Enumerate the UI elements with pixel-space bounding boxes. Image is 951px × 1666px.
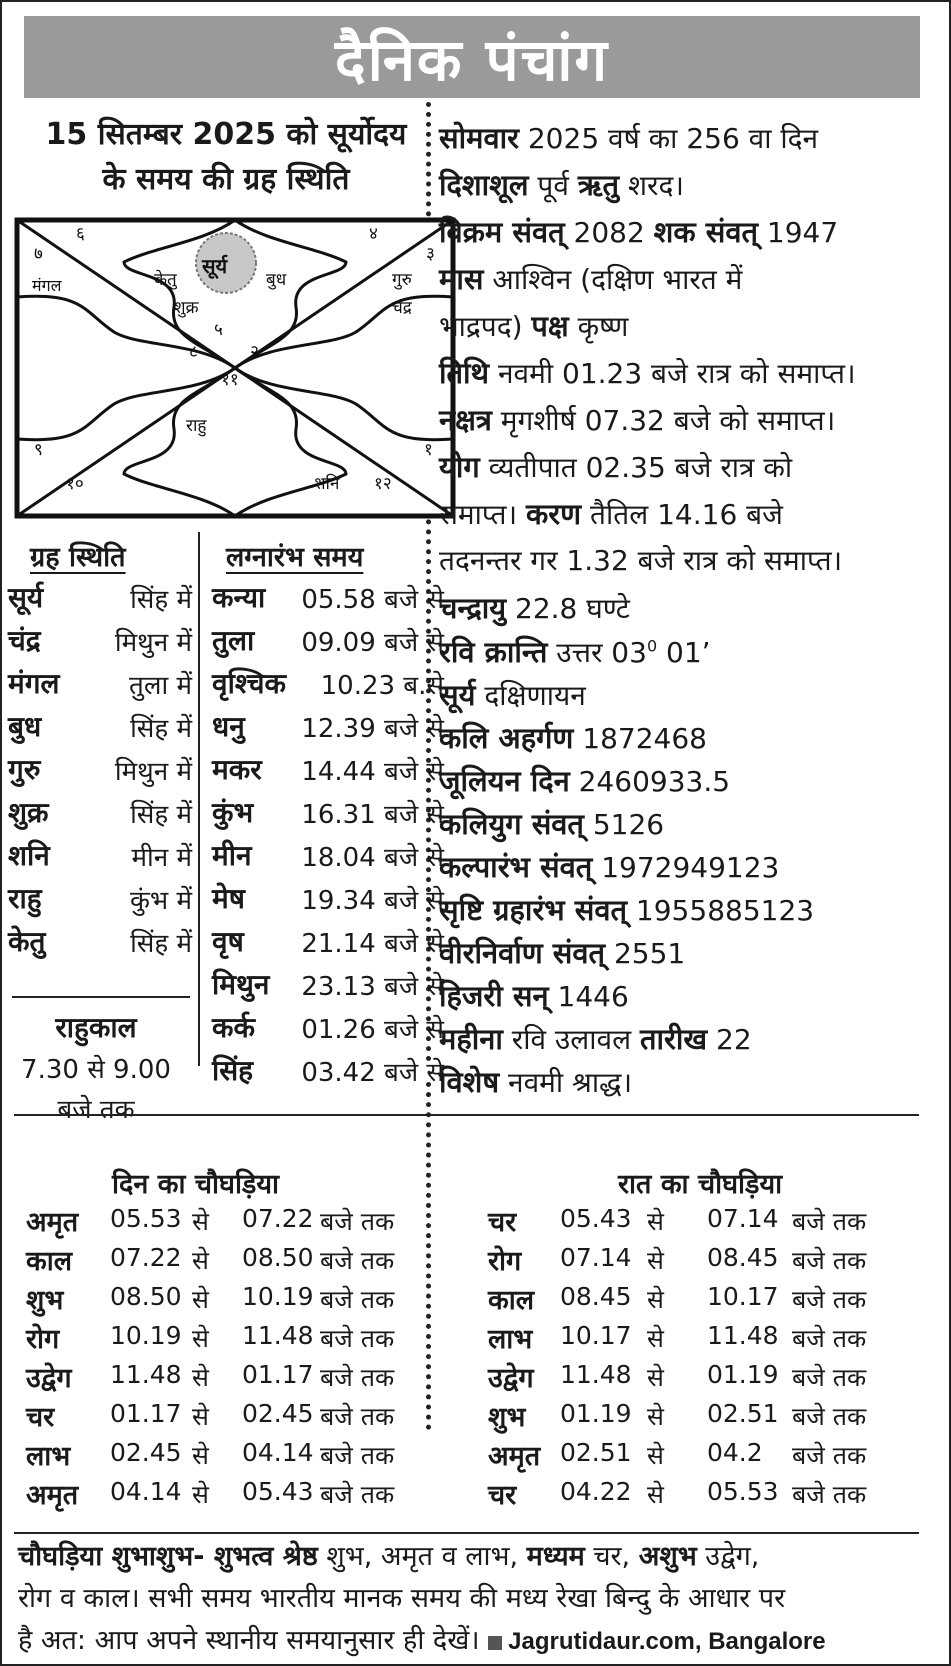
lagna-time: 05.58 बजे से — [301, 585, 444, 615]
right-row-18: सृष्टि ग्रहारंभ संवत् 1955885123 — [439, 893, 815, 927]
grah-position: सिंह में — [130, 714, 192, 744]
din-choghadiya-name: लाभ — [26, 1441, 71, 1472]
grah-position: मीन में — [131, 843, 192, 873]
raat-choghadiya-tak: बजे तक — [792, 1207, 867, 1236]
house-9: ९ — [34, 440, 43, 460]
raat-choghadiya-from: 10.17 — [560, 1321, 632, 1350]
right-row-13: सूर्य दक्षिणायन — [439, 678, 586, 712]
lagna-name: वृश्चिक — [212, 667, 287, 700]
raat-choghadiya-name: चर — [488, 1207, 517, 1238]
lagna-time: 09.09 बजे से — [301, 628, 444, 658]
raat-choghadiya-tak: बजे तक — [792, 1480, 867, 1509]
rahukal-time: 7.30 से 9.00 — [21, 1055, 171, 1085]
raat-choghadiya-name: चर — [488, 1480, 517, 1511]
din-choghadiya-name: रोग — [26, 1324, 60, 1355]
house-12: १२ — [374, 474, 392, 494]
lagna-time: 12.39 बजे से — [301, 714, 444, 744]
house-4: ४ — [369, 224, 378, 244]
planet-chandra: चंद्र — [392, 298, 412, 318]
raat-choghadiya-to: 05.53 — [707, 1477, 779, 1506]
lagna-name: मकर — [212, 753, 262, 786]
right-row-12: रवि क्रान्ति उत्तर $03^0$ 01’ — [439, 635, 711, 669]
raat-choghadiya-se: से — [647, 1324, 664, 1353]
din-choghadiya-from: 10.19 — [110, 1321, 182, 1350]
lagna-name: कर्क — [212, 1011, 256, 1044]
din-choghadiya-se: से — [192, 1246, 209, 1275]
planet-mangal: मंगल — [32, 276, 62, 295]
right-row-20: हिजरी सन् 1446 — [439, 979, 629, 1013]
credit-text: Jagrutidaur.com, Bangalore — [508, 1628, 826, 1655]
din-choghadiya-heading: दिन का चौघड़िया — [112, 1169, 280, 1200]
din-choghadiya-from: 04.14 — [110, 1477, 182, 1506]
din-choghadiya-name: अमृत — [26, 1207, 79, 1238]
lagna-name: मिथुन — [212, 968, 270, 1001]
din-choghadiya-se: से — [192, 1402, 209, 1431]
right-row-9: समाप्त। करण तैतिल 14.16 बजे — [439, 497, 783, 531]
raat-choghadiya-se: से — [647, 1441, 664, 1470]
raat-choghadiya-to: 08.45 — [707, 1243, 779, 1272]
din-choghadiya-tak: बजे तक — [320, 1207, 395, 1236]
lagna-time: 18.04 बजे से — [301, 843, 444, 873]
raat-choghadiya-name: काल — [488, 1285, 535, 1316]
choghadiya-dotted-divider — [426, 1082, 431, 1430]
din-choghadiya-to: 02.45 — [242, 1399, 314, 1428]
raat-choghadiya-to: 04.2 — [707, 1438, 763, 1467]
din-choghadiya-from: 08.50 — [110, 1282, 182, 1311]
din-choghadiya-tak: बजे तक — [320, 1246, 395, 1275]
lagna-name: मेष — [212, 882, 245, 915]
grah-name: सूर्य — [8, 581, 44, 614]
house-11: ११ — [221, 370, 239, 390]
house-1: १ — [424, 440, 433, 460]
lagna-name: मीन — [212, 839, 252, 872]
rahukal-heading: राहुकाल — [55, 1011, 137, 1044]
din-choghadiya-tak: बजे तक — [320, 1480, 395, 1509]
house-6: ६ — [76, 224, 85, 244]
page-title: दैनिक पंचांग — [334, 25, 610, 94]
raat-choghadiya-to: 01.19 — [707, 1360, 779, 1389]
grah-name: चंद्र — [8, 624, 41, 657]
raat-choghadiya-tak: बजे तक — [792, 1246, 867, 1275]
raat-choghadiya-se: से — [647, 1402, 664, 1431]
title-banner — [24, 16, 920, 98]
grah-position: तुला में — [129, 671, 192, 701]
right-row-16: कलियुग संवत् 5126 — [439, 807, 665, 841]
lagna-name: सिंह — [212, 1054, 254, 1087]
din-choghadiya-tak: बजे तक — [320, 1324, 395, 1353]
lagna-time: 19.34 बजे से — [301, 886, 444, 916]
din-choghadiya-se: से — [192, 1363, 209, 1392]
planet-surya: सूर्य — [202, 254, 228, 278]
lagna-time: 14.44 बजे से — [301, 757, 444, 787]
din-choghadiya-from: 05.53 — [110, 1204, 182, 1233]
din-choghadiya-to: 11.48 — [242, 1321, 314, 1350]
raat-choghadiya-tak: बजे तक — [792, 1441, 867, 1470]
lagna-time: 23.13 बजे से — [301, 972, 444, 1002]
footer-line-1: चौघड़िया शुभाशुभ- शुभत्व श्रेष्ठ शुभ, अमृत व लाभ, मध्यम चर, अशुभ उद्वेग, — [18, 1541, 760, 1572]
grah-name: शुक्र — [8, 796, 49, 829]
din-choghadiya-to: 05.43 — [242, 1477, 314, 1506]
lagna-name: कन्या — [212, 581, 266, 614]
raat-choghadiya-heading: रात का चौघड़िया — [618, 1169, 783, 1200]
grah-position: सिंह में — [130, 800, 192, 830]
din-choghadiya-tak: बजे तक — [320, 1363, 395, 1392]
raat-choghadiya-se: से — [647, 1363, 664, 1392]
raat-choghadiya-tak: बजे तक — [792, 1324, 867, 1353]
kundali-chart — [14, 217, 456, 519]
raat-choghadiya-from: 05.43 — [560, 1204, 632, 1233]
footer-line-3: है अत: आप अपने स्थानीय समयानुसार ही देखें। Jagrutidaur.com, Bangalore — [18, 1625, 826, 1656]
lagna-name: कुंभ — [212, 796, 254, 829]
right-row-2: दिशाशूल पूर्व ऋतु शरद। — [439, 168, 684, 202]
planet-guru: गुरु — [392, 270, 412, 290]
din-choghadiya-se: से — [192, 1285, 209, 1314]
din-choghadiya-to: 07.22 — [242, 1204, 314, 1233]
din-choghadiya-from: 11.48 — [110, 1360, 182, 1389]
right-row-21: महीना रवि उलावल तारीख 22 — [439, 1022, 752, 1056]
house-3: ३ — [426, 244, 435, 264]
grah-position: मिथुन में — [114, 757, 192, 787]
right-row-17: कल्पारंभ संवत् 1972949123 — [439, 850, 780, 884]
planet-ketu: केतु — [154, 270, 177, 290]
raat-choghadiya-tak: बजे तक — [792, 1285, 867, 1314]
planet-rahu: राहु — [186, 416, 207, 436]
raat-choghadiya-to: 10.17 — [707, 1282, 779, 1311]
lagna-time: 03.42 बजे से — [301, 1058, 444, 1088]
right-row-5: भाद्रपद) पक्ष कृष्ण — [439, 309, 629, 343]
din-choghadiya-from: 01.17 — [110, 1399, 182, 1428]
right-row-10: तदनन्तर गर 1.32 बजे रात्र को समाप्त। — [439, 544, 843, 577]
house-5: ५ — [214, 320, 223, 340]
raat-choghadiya-to: 02.51 — [707, 1399, 779, 1428]
din-choghadiya-name: चर — [26, 1402, 55, 1433]
din-choghadiya-to: 08.50 — [242, 1243, 314, 1272]
raat-choghadiya-name: रोग — [488, 1246, 522, 1277]
grah-heading: ग्रह स्थिति — [30, 542, 126, 573]
right-row-3: विक्रम संवत् 2082 शक संवत् 1947 — [439, 215, 839, 249]
house-7: ७ — [34, 244, 43, 264]
grah-position: मिथुन में — [114, 628, 192, 658]
lagna-time: 01.26 बजे से — [301, 1015, 444, 1045]
square-bullet-icon — [488, 1636, 502, 1650]
lagna-time: 16.31 बजे से — [301, 800, 444, 830]
din-choghadiya-name: शुभ — [26, 1285, 64, 1316]
planet-shani: शनि — [314, 474, 340, 494]
right-row-15: जूलियन दिन 2460933.5 — [439, 764, 731, 798]
raat-choghadiya-from: 07.14 — [560, 1243, 632, 1272]
din-choghadiya-tak: बजे तक — [320, 1441, 395, 1470]
grah-position: सिंह में — [130, 929, 192, 959]
right-row-14: कलि अहर्गण 1872468 — [439, 721, 707, 755]
right-row-6: तिथि नवमी 01.23 बजे रात्र को समाप्त। — [439, 356, 856, 390]
din-choghadiya-se: से — [192, 1480, 209, 1509]
lagna-time: 21.14 बजे से — [301, 929, 444, 959]
right-row-7: नक्षत्र मृगशीर्ष 07.32 बजे को समाप्त। — [439, 403, 836, 437]
raat-choghadiya-se: से — [647, 1246, 664, 1275]
raat-choghadiya-name: अमृत — [488, 1441, 541, 1472]
right-row-4: मास आश्विन (दक्षिण भारत में — [439, 262, 743, 296]
footer-line-2: रोग व काल। सभी समय भारतीय मानक समय की मध्य रेखा बिन्दु के आधार पर — [18, 1583, 786, 1614]
raat-choghadiya-se: से — [647, 1480, 664, 1509]
lagna-time: 10.23 ब.से — [320, 671, 444, 701]
grah-position: सिंह में — [130, 585, 192, 615]
grah-name: शनि — [8, 839, 50, 872]
din-choghadiya-tak: बजे तक — [320, 1402, 395, 1431]
grah-name: बुध — [8, 710, 42, 743]
right-row-8: योग व्यतीपात 02.35 बजे रात्र को — [439, 450, 793, 484]
grah-name: मंगल — [8, 667, 60, 700]
grah-position: कुंभ में — [129, 886, 192, 916]
raat-choghadiya-tak: बजे तक — [792, 1363, 867, 1392]
din-choghadiya-tak: बजे तक — [320, 1285, 395, 1314]
raat-choghadiya-tak: बजे तक — [792, 1402, 867, 1431]
planet-shukra: शुक्र — [174, 298, 199, 318]
right-row-22: विशेष नवमी श्राद्ध। — [439, 1065, 633, 1099]
raat-choghadiya-from: 01.19 — [560, 1399, 632, 1428]
din-choghadiya-to: 10.19 — [242, 1282, 314, 1311]
chart-title-line2: के समय की ग्रह स्थिति — [102, 162, 350, 197]
din-choghadiya-to: 04.14 — [242, 1438, 314, 1467]
din-choghadiya-from: 02.45 — [110, 1438, 182, 1467]
raat-choghadiya-from: 04.22 — [560, 1477, 632, 1506]
raat-choghadiya-from: 02.51 — [560, 1438, 632, 1467]
din-choghadiya-se: से — [192, 1207, 209, 1236]
din-choghadiya-from: 07.22 — [110, 1243, 182, 1272]
din-choghadiya-name: काल — [26, 1246, 73, 1277]
right-row-11: चन्द्रायु 22.8 घण्टे — [439, 591, 630, 625]
lagna-name: तुला — [212, 624, 255, 657]
lagna-name: धनु — [212, 710, 245, 743]
raat-choghadiya-from: 11.48 — [560, 1360, 632, 1389]
house-10: १० — [66, 474, 84, 494]
raat-choghadiya-to: 11.48 — [707, 1321, 779, 1350]
grah-name: गुरु — [8, 753, 41, 786]
right-row-1: सोमवार 2025 वर्ष का 256 वा दिन — [439, 121, 819, 155]
planet-budh: बुध — [266, 270, 287, 290]
raat-choghadiya-name: उद्वेग — [488, 1363, 534, 1394]
din-choghadiya-name: अमृत — [26, 1480, 79, 1511]
din-choghadiya-name: उद्वेग — [26, 1363, 72, 1394]
raat-choghadiya-to: 07.14 — [707, 1204, 779, 1233]
rahukal-suffix: बजे तक — [57, 1095, 135, 1125]
raat-choghadiya-se: से — [647, 1285, 664, 1314]
lagna-name: वृष — [212, 925, 244, 958]
choghadiya-top-rule — [14, 1114, 919, 1116]
din-choghadiya-se: से — [192, 1441, 209, 1470]
raat-choghadiya-se: से — [647, 1207, 664, 1236]
lagna-heading: लग्नारंभ समय — [226, 542, 364, 573]
din-choghadiya-to: 01.17 — [242, 1360, 314, 1389]
din-choghadiya-se: से — [192, 1324, 209, 1353]
grah-name: केतु — [8, 925, 46, 958]
chart-title-line1: 15 सितम्बर 2025 को सूर्योदय — [45, 117, 407, 152]
raat-choghadiya-from: 08.45 — [560, 1282, 632, 1311]
rahukal-separator — [12, 996, 190, 998]
raat-choghadiya-name: लाभ — [488, 1324, 533, 1355]
grah-lagna-divider — [198, 532, 200, 1066]
right-row-19: वीरनिर्वाण संवत् 2551 — [439, 936, 686, 970]
grah-name: राहु — [8, 882, 42, 915]
house-8: ८ — [189, 342, 198, 362]
raat-choghadiya-name: शुभ — [488, 1402, 526, 1433]
house-2: २ — [250, 342, 259, 362]
footer-top-rule — [14, 1532, 919, 1534]
